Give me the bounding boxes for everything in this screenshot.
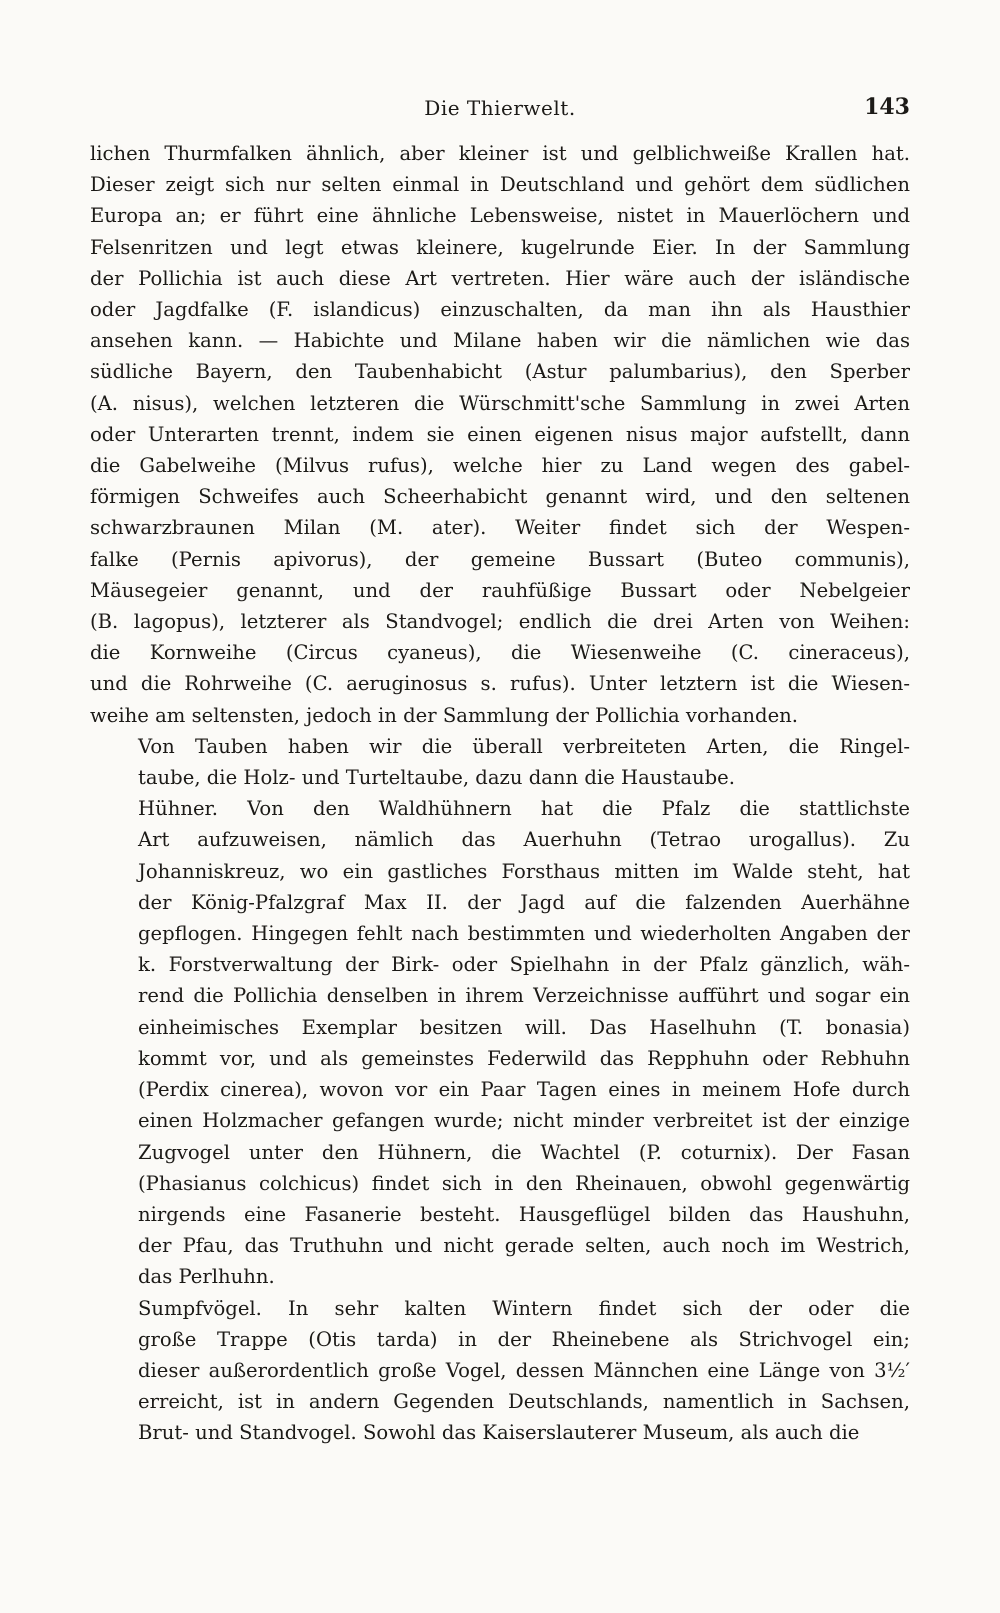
text-line: das Perlhuhn. (138, 1265, 275, 1289)
running-title: Die Thierwelt. (424, 96, 576, 120)
text-line: (B. lagopus), letzterer als Standvogel; endlich die drei Arten von Weihen: (90, 610, 910, 634)
page-header (90, 92, 910, 132)
text-line: taube, die Holz- und Turteltaube, dazu dann die Haustaube. (138, 766, 735, 790)
text-line: der König-Pfalzgraf Max II. der Jagd auf die falzenden Auerhähne (138, 890, 910, 914)
text-line: oder Unterarten trennt, indem sie einen eigenen nisus major aufstellt, dann (90, 422, 910, 446)
text-line: k. Forstverwaltung der Birk- oder Spielhahn in der Pfalz gänzlich, wäh- (138, 953, 910, 977)
text-line: der Pfau, das Truthuhn und nicht gerade selten, auch noch im Westrich, (138, 1234, 910, 1258)
text-line: dieser außerordentlich große Vogel, dessen Männchen eine Länge von 3½′ (138, 1358, 910, 1382)
text-line: förmigen Schweifes auch Scheerhabicht genannt wird, und den seltenen (90, 485, 910, 509)
text-line: der Pollichia ist auch diese Art vertreten. Hier wäre auch der isländische (90, 266, 910, 290)
text-line: südliche Bayern, den Taubenhabicht (Astur palumbarius), den Sperber (90, 360, 910, 384)
text-line: große Trappe (Otis tarda) in der Rheinebene als Strichvogel ein; (138, 1327, 910, 1351)
text-line: Mäusegeier genannt, und der rauhfüßige Bussart oder Nebelgeier (90, 578, 910, 602)
body-text (90, 138, 910, 1449)
paragraph (90, 138, 910, 731)
text-line: und die Rohrweihe (C. aeruginosus s. rufus). Unter letztern ist die Wiesen- (90, 672, 910, 696)
text-line: erreicht, ist in andern Gegenden Deutschlands, namentlich in Sachsen, (138, 1390, 910, 1414)
text-line: Zugvogel unter den Hühnern, die Wachtel (P. coturnix). Der Fasan (138, 1140, 910, 1164)
paragraph (90, 793, 910, 1292)
text-line: Johanniskreuz, wo ein gastliches Forsthaus mitten im Walde steht, hat (138, 859, 910, 883)
text-line: Sumpfvögel. In sehr kalten Wintern findet sich der oder die (138, 1296, 910, 1320)
text-line: Felsenritzen und legt etwas kleinere, kugelrunde Eier. In der Sammlung (90, 235, 910, 259)
paragraph (90, 731, 910, 793)
text-line: Von Tauben haben wir die überall verbreiteten Arten, die Ringel- (138, 734, 910, 758)
text-line: Hühner. Von den Waldhühnern hat die Pfalz die stattlichste (138, 797, 910, 821)
text-line: die Gabelweihe (Milvus rufus), welche hier zu Land wegen des gabel- (90, 454, 910, 478)
text-line: Art aufzuweisen, nämlich das Auerhuhn (Tetrao urogallus). Zu (138, 828, 910, 852)
text-line: lichen Thurmfalken ähnlich, aber kleiner ist und gelblichweiße Krallen hat. (90, 142, 910, 165)
text-line: (Phasianus colchicus) findet sich in den Rheinauen, obwohl gegenwärtig (138, 1171, 910, 1195)
text-line: (Perdix cinerea), wovon vor ein Paar Tagen eines in meinem Hofe durch (138, 1078, 910, 1102)
text-line: schwarzbraunen Milan (M. ater). Weiter findet sich der Wespen- (90, 516, 910, 540)
text-line: nirgends eine Fasanerie besteht. Hausgeflügel bilden das Haushuhn, (138, 1202, 910, 1226)
text-line: Dieser zeigt sich nur selten einmal in Deutschland und gehört dem südlichen (90, 173, 910, 197)
page-number: 143 (864, 94, 910, 120)
text-line: kommt vor, und als gemeinstes Federwild das Repphuhn oder Rebhuhn (138, 1046, 910, 1070)
text-line: weihe am seltensten, jedoch in der Sammlung der Pollichia vorhanden. (90, 703, 799, 727)
text-line: einen Holzmacher gefangen wurde; nicht minder verbreitet ist der einzige (138, 1109, 910, 1133)
book-page (90, 92, 910, 1449)
text-line: (A. nisus), welchen letzteren die Würschmitt'sche Sammlung in zwei Arten (90, 391, 910, 415)
text-line: einheimisches Exemplar besitzen will. Das Haselhuhn (T. bonasia) (138, 1015, 910, 1039)
text-line: gepflogen. Hingegen fehlt nach bestimmten und wiederholten Angaben der (138, 922, 910, 946)
text-line: falke (Pernis apivorus), der gemeine Bussart (Buteo communis), (90, 547, 910, 571)
paragraph (90, 1293, 910, 1449)
text-line: oder Jagdfalke (F. islandicus) einzuschalten, da man ihn als Hausthier (90, 298, 910, 322)
text-line: rend die Pollichia denselben in ihrem Verzeichnisse aufführt und sogar ein (138, 984, 910, 1008)
text-line: Brut- und Standvogel. Sowohl das Kaiserslauterer Museum, als auch die (138, 1421, 860, 1445)
text-line: Europa an; er führt eine ähnliche Lebensweise, nistet in Mauerlöchern und (90, 204, 910, 228)
text-line: die Kornweihe (Circus cyaneus), die Wiesenweihe (C. cineraceus), (90, 641, 910, 665)
text-line: ansehen kann. — Habichte und Milane haben wir die nämlichen wie das (90, 329, 910, 353)
